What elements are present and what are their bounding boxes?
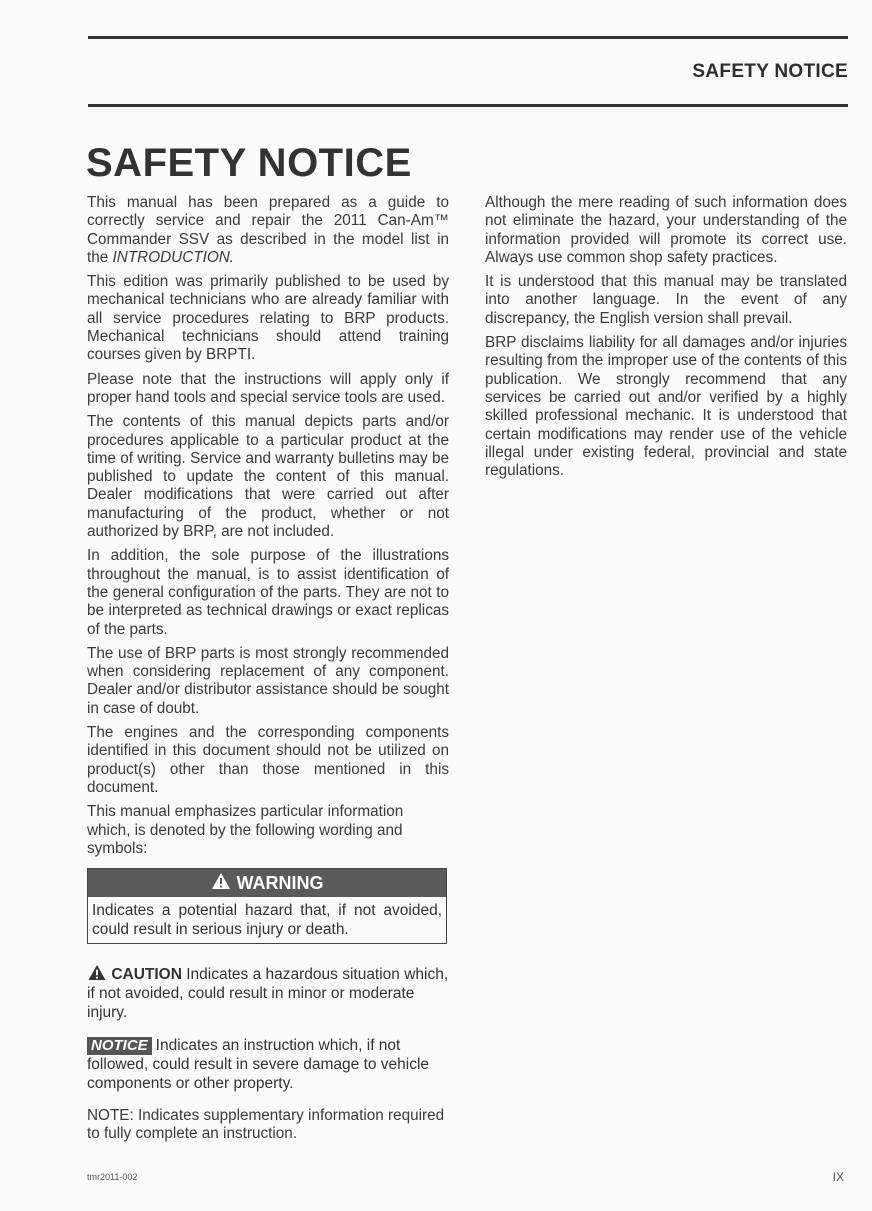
intro-text: This manual has been prepared as a guide to correctly service and repair the 2011 Can-Am™ Commander SSV as described in the model list in the: [87, 194, 449, 266]
header-top-rule: [88, 36, 848, 39]
emphasis-paragraph: This manual emphasizes particular information which, is denoted by the following wording and symbols:: [87, 803, 404, 857]
document-code: tmr2011-002: [87, 1172, 138, 1182]
note-paragraph: [87, 1107, 449, 1144]
caution-label: CAUTION: [111, 966, 182, 984]
illustrations-paragraph: In addition, the sole purpose of the illustrations throughout the manual, is to assist identification of the general configuration of the parts. They are not to be interpreted as technical drawings or exact replicas of the parts.: [87, 547, 449, 638]
engines-paragraph: The engines and the corresponding components identified in this document should not be utilized on product(s) other than those mentioned in this document.: [87, 724, 449, 796]
tools-paragraph: Please note that the instructions will apply only if proper hand tools and special service tools are used.: [87, 370, 449, 406]
contents-paragraph: The contents of this manual depicts parts and/or procedures applicable to a particular product at the time of writing. Service and warranty bulletins may be published to update the content of this manual. Dealer modifications that were carried out after manufacturing of the product, whether or not authorized by BRP, are not included.: [87, 413, 449, 541]
hazard-paragraph: Although the mere reading of such information does not eliminate the hazard, your understanding of the information provided will promote its correct use. Always use common shop safety practices.: [485, 194, 847, 266]
header-bottom-rule: [88, 104, 848, 107]
translation-paragraph: It is understood that this manual may be translated into another language. In the event of any discrepancy, the English version shall prevail.: [485, 273, 847, 327]
note-label: NOTE:: [87, 1107, 134, 1125]
caution-text: Indicates a hazardous situation which, if not avoided, could result in minor or moderate injury.: [87, 966, 449, 1022]
notice-paragraph: [87, 1036, 449, 1093]
right-column: [485, 194, 847, 486]
warning-header: [88, 869, 446, 897]
introduction-reference: INTRODUCTION.: [112, 248, 235, 266]
note-text: Indicates supplementary information required to fully complete an instruction.: [87, 1107, 445, 1143]
warning-triangle-icon: [211, 870, 231, 898]
intro-paragraph: [87, 194, 449, 267]
page-title: SAFETY NOTICE: [86, 141, 412, 185]
brp-parts-paragraph: The use of BRP parts is most strongly recommended when considering replacement of any component. Dealer and/or distributor assistance should be sought in case of doubt.: [87, 644, 449, 717]
warning-box: [87, 868, 447, 944]
caution-paragraph: [87, 964, 449, 1022]
warning-text: Indicates a potential hazard that, if not avoided, could result in serious injury or death.: [92, 902, 442, 939]
notice-badge: NOTICE: [87, 1037, 152, 1055]
page-number: IX: [832, 1170, 844, 1184]
notice-text: Indicates an instruction which, if not followed, could result in severe damage to vehicle components or other property.: [87, 1037, 430, 1093]
caution-triangle-icon: [87, 966, 111, 983]
edition-paragraph: This edition was primarily published to be used by mechanical technicians who are already familiar with all service procedures relating to BRP products. Mechanical technicians should attend training courses given by BRPTI.: [87, 273, 449, 364]
left-column: [87, 194, 449, 1144]
section-header-title: SAFETY NOTICE: [692, 61, 848, 82]
liability-paragraph: BRP disclaims liability for all damages and/or injuries resulting from the improper use of the contents of this publication. We strongly recommend that any services be carried out and/or verified by a highly skilled professional mechanic. It is understood that certain modifications may render use of the vehicle illegal under existing federal, provincial and state regulations.: [485, 334, 847, 480]
warning-label: WARNING: [236, 873, 324, 894]
